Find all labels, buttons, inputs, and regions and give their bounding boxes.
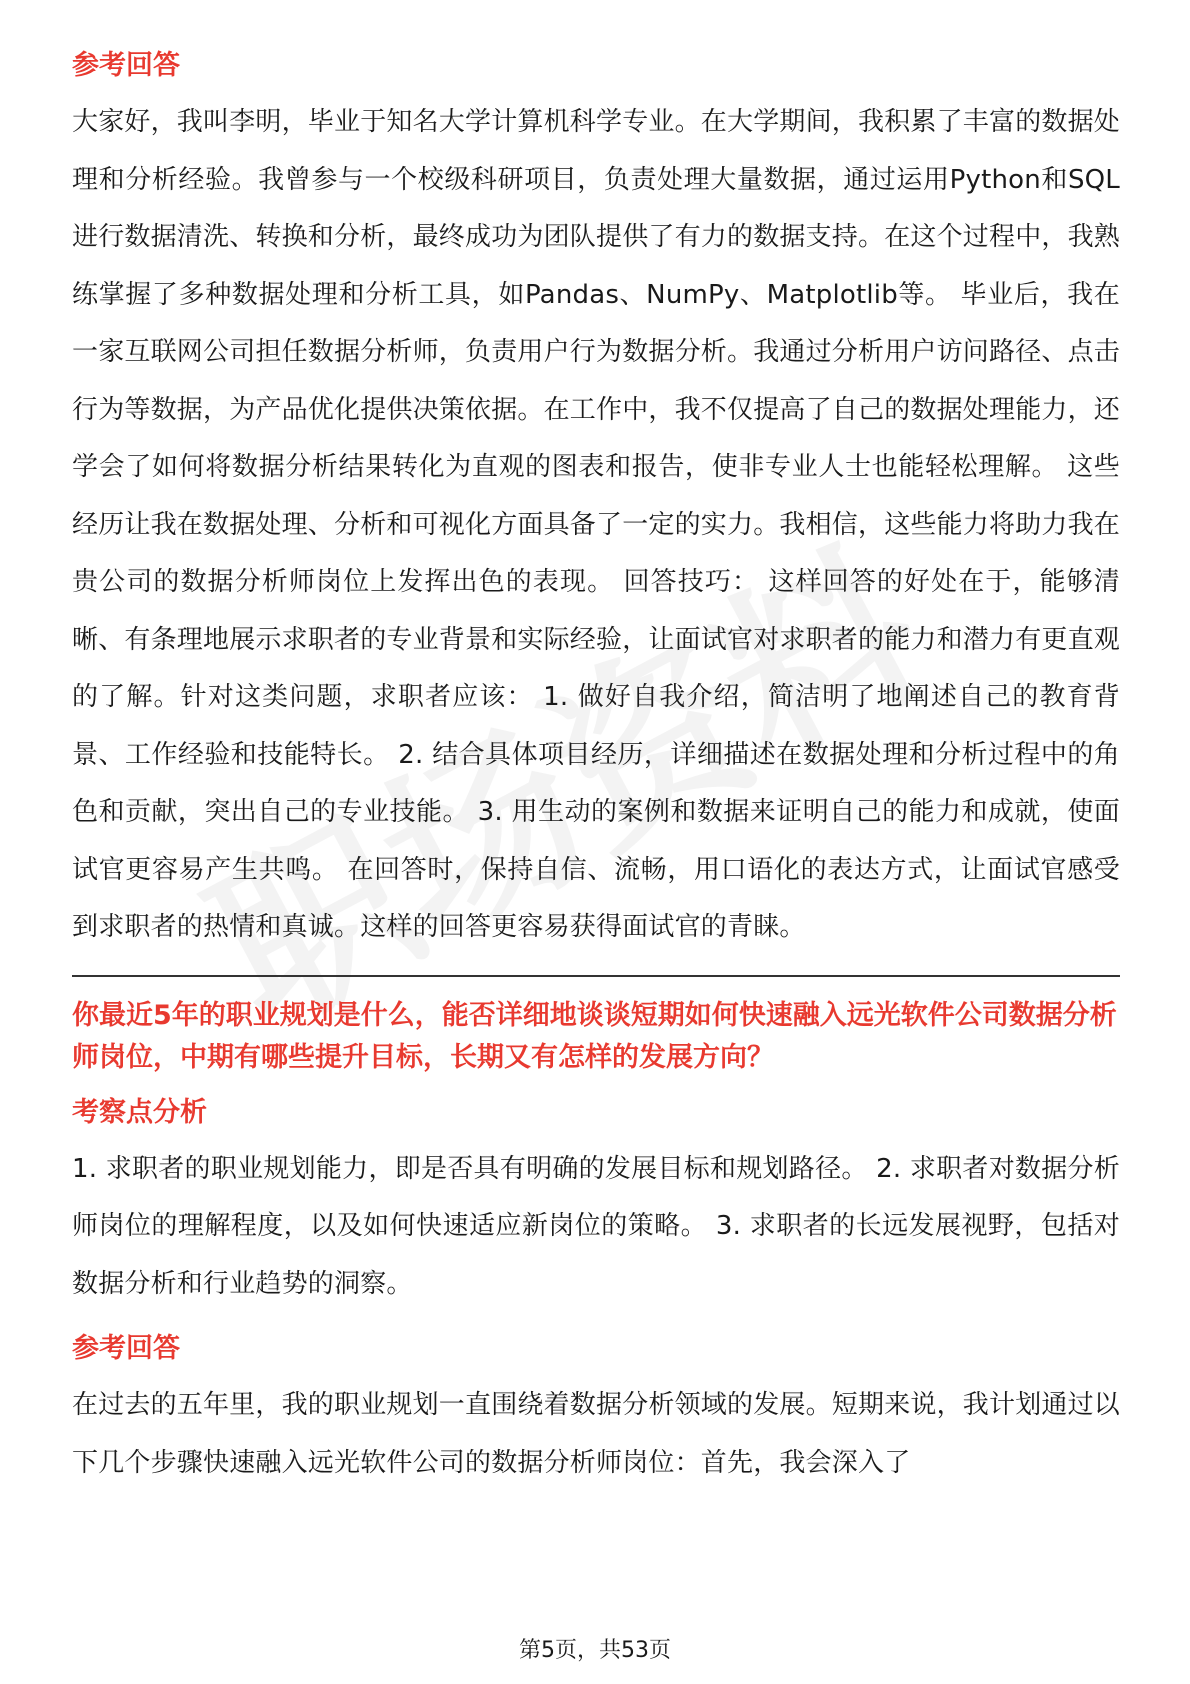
answer-text: 大家好，我叫李明，毕业于知名大学计算机科学专业。在大学期间，我积累了丰富的数据处理和分析经验。我曾参与一个校级科研项目，负责处理大量数据，通过运用Python和SQL进行数据清洗、转换和分析，最终成功为团队提供了有力的数据支持。在这个过程中，我熟练掌握了多种数据处理和分析工具，如Pandas、NumPy、Matplotlib等。 毕业后，我在一家互联网公司担任数据分析师，负责用户行为数据分析。我通过分析用户访问路径、点击行为等数据，为产品优化提供决策依据。在工作中，我不仅提高了自己的数据处理能力，还学会了如何将数据分析结果转化为直观的图表和报告，使非专业人士也能轻松理解。 这些经历让我在数据处理、分析和可视化方面具备了一定的实力。我相信，这些能力将助力我在贵公司的数据分析师岗位上发挥出色的表现。 回答技巧： 这样回答的好处在于，能够清晰、有条理地展示求职者的专业背景和实际经验，让面试官对求职者的能力和潜力有更直观的了解。针对这类问题，求职者应该： 1. 做好自我介绍，简洁明了地阐述自己的教育背景、工作经验和技能特长。 2. 结合具体项目经历，详细描述在数据处理和分析过程中的角色和贡献，突出自己的专业技能。 3. 用生动的案例和数据来证明自己的能力和成就，使面试官更容易产生共鸣。 在回答时，保持自信、流畅，用口语化的表达方式，让面试官感受到求职者的热情和真诚。这样的回答更容易获得面试官的青睐。: [72, 107, 1121, 942]
question-text: 你最近5年的职业规划是什么，能否详细地谈谈短期如何快速融入远光软件公司数据分析师岗位，中期有哪些提升目标，长期又有怎样的发展方向？: [72, 999, 1117, 1073]
answer-text-2: 在过去的五年里，我的职业规划一直围绕着数据分析领域的发展。短期来说，我计划通过以下几个步骤快速融入远光软件公司的数据分析师岗位：首先，我会深入了: [72, 1390, 1121, 1478]
analysis-heading: 考察点分析: [72, 1096, 207, 1128]
document-page: [72, 40, 1120, 1492]
page-footer: 第5页，共53页: [519, 1638, 671, 1663]
answer-heading-2: 参考回答: [72, 1333, 180, 1364]
question-section-2: [72, 995, 1120, 1493]
section-divider: [72, 975, 1120, 977]
analysis-text: 1. 求职者的职业规划能力，即是否具有明确的发展目标和规划路径。 2. 求职者对数据分析师岗位的理解程度，以及如何快速适应新岗位的策略。 3. 求职者的长远发展视野，包括对数据分析和行业趋势的洞察。: [72, 1153, 1120, 1299]
answer-section-1: [72, 48, 1120, 957]
answer-heading: 参考回答: [72, 50, 180, 81]
